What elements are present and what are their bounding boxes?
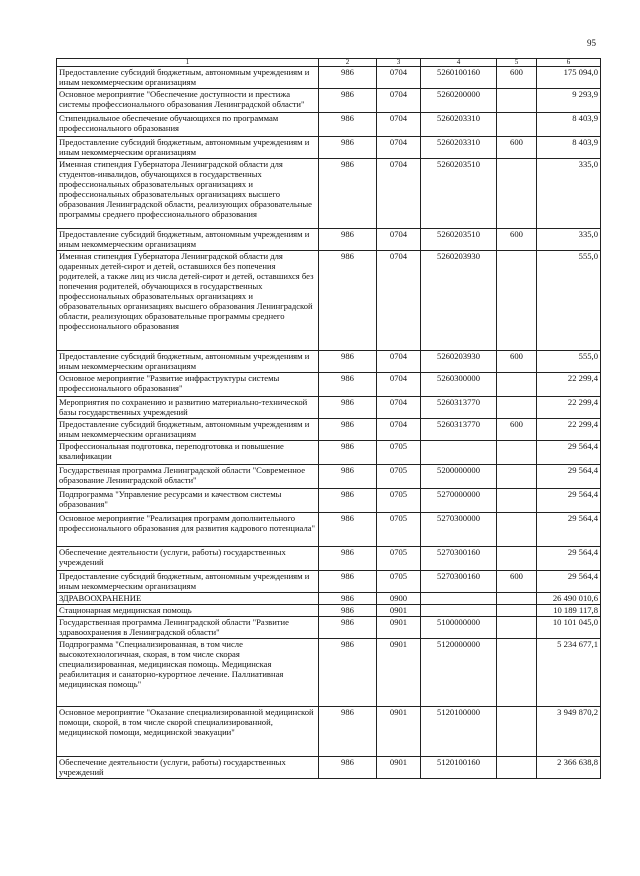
table-row — [57, 137, 601, 159]
row-section-cell: 0705 — [377, 571, 421, 593]
row-target-article-cell: 5270300160 — [421, 547, 497, 571]
row-section-cell: 0704 — [377, 351, 421, 373]
row-amount-cell: 22 299,4 — [537, 373, 601, 397]
row-target-article-cell: 5270300000 — [421, 513, 497, 547]
row-grbs-cell: 986 — [319, 113, 377, 137]
row-section-cell: 0704 — [377, 397, 421, 419]
row-section-cell: 0704 — [377, 89, 421, 113]
row-name-cell: Мероприятия по сохранению и развитию материально-технической базы государственных учреждений — [57, 397, 319, 419]
row-target-article-cell — [421, 441, 497, 465]
row-section-cell: 0901 — [377, 757, 421, 779]
row-section-cell: 0704 — [377, 419, 421, 441]
row-grbs-cell: 986 — [319, 617, 377, 639]
row-section-cell: 0901 — [377, 707, 421, 757]
row-amount-cell: 29 564,4 — [537, 547, 601, 571]
row-target-article-cell: 5100000000 — [421, 617, 497, 639]
table-row — [57, 593, 601, 605]
row-grbs-cell: 986 — [319, 397, 377, 419]
row-section-cell: 0705 — [377, 513, 421, 547]
table-row — [57, 639, 601, 707]
column-header: 1 — [57, 59, 319, 67]
table-header-row — [57, 59, 601, 67]
row-grbs-cell: 986 — [319, 159, 377, 229]
table-row — [57, 441, 601, 465]
row-expense-type-cell — [497, 465, 537, 489]
row-target-article-cell: 5260313770 — [421, 397, 497, 419]
row-target-article-cell: 5120100000 — [421, 707, 497, 757]
row-name-cell: Предоставление субсидий бюджетным, автономным учреждениям и иным некоммерческим организациям — [57, 419, 319, 441]
row-section-cell: 0704 — [377, 229, 421, 251]
row-name-cell: Основное мероприятие "Обеспечение доступности и престижа системы профессионального образования Ленинградской области" — [57, 89, 319, 113]
table-row — [57, 159, 601, 229]
page-number: 95 — [587, 38, 596, 48]
row-expense-type-cell: 600 — [497, 571, 537, 593]
row-name-cell: Предоставление субсидий бюджетным, автономным учреждениям и иным некоммерческим организациям — [57, 571, 319, 593]
column-header: 5 — [497, 59, 537, 67]
row-amount-cell: 555,0 — [537, 251, 601, 351]
row-name-cell: Основное мероприятие "Реализация программ дополнительного профессионального образования для развития кадрового потенциала" — [57, 513, 319, 547]
row-grbs-cell: 986 — [319, 373, 377, 397]
row-expense-type-cell: 600 — [497, 137, 537, 159]
row-expense-type-cell — [497, 159, 537, 229]
row-section-cell: 0705 — [377, 441, 421, 465]
row-grbs-cell: 986 — [319, 571, 377, 593]
row-grbs-cell: 986 — [319, 707, 377, 757]
row-section-cell: 0704 — [377, 251, 421, 351]
row-name-cell: ЗДРАВООХРАНЕНИЕ — [57, 593, 319, 605]
table-row — [57, 605, 601, 617]
row-expense-type-cell — [497, 113, 537, 137]
row-grbs-cell: 986 — [319, 229, 377, 251]
table-row — [57, 513, 601, 547]
row-amount-cell: 8 403,9 — [537, 137, 601, 159]
row-target-article-cell: 5260300000 — [421, 373, 497, 397]
row-target-article-cell: 5270000000 — [421, 489, 497, 513]
row-target-article-cell — [421, 593, 497, 605]
row-amount-cell: 29 564,4 — [537, 513, 601, 547]
table-row — [57, 465, 601, 489]
row-target-article-cell: 5120000000 — [421, 639, 497, 707]
row-expense-type-cell — [497, 547, 537, 571]
row-section-cell: 0705 — [377, 489, 421, 513]
table-row — [57, 397, 601, 419]
column-header: 3 — [377, 59, 421, 67]
row-section-cell: 0901 — [377, 617, 421, 639]
table-row — [57, 251, 601, 351]
row-expense-type-cell: 600 — [497, 351, 537, 373]
row-name-cell: Стационарная медицинская помощь — [57, 605, 319, 617]
row-name-cell: Профессиональная подготовка, переподготовка и повышение квалификации — [57, 441, 319, 465]
row-amount-cell: 175 094,0 — [537, 67, 601, 89]
row-grbs-cell: 986 — [319, 547, 377, 571]
row-grbs-cell: 986 — [319, 137, 377, 159]
row-amount-cell: 26 490 010,6 — [537, 593, 601, 605]
row-expense-type-cell — [497, 513, 537, 547]
row-grbs-cell: 986 — [319, 419, 377, 441]
row-grbs-cell: 986 — [319, 513, 377, 547]
table-row — [57, 571, 601, 593]
row-section-cell: 0901 — [377, 605, 421, 617]
row-target-article-cell: 5260203930 — [421, 351, 497, 373]
row-target-article-cell: 5260200000 — [421, 89, 497, 113]
row-section-cell: 0704 — [377, 67, 421, 89]
row-amount-cell: 335,0 — [537, 159, 601, 229]
row-target-article-cell: 5260313770 — [421, 419, 497, 441]
row-name-cell: Предоставление субсидий бюджетным, автономным учреждениям и иным некоммерческим организациям — [57, 351, 319, 373]
row-name-cell: Обеспечение деятельности (услуги, работы) государственных учреждений — [57, 547, 319, 571]
row-target-article-cell: 5270300160 — [421, 571, 497, 593]
row-expense-type-cell: 600 — [497, 67, 537, 89]
row-expense-type-cell — [497, 441, 537, 465]
row-section-cell: 0901 — [377, 639, 421, 707]
row-name-cell: Государственная программа Ленинградской области "Развитие здравоохранения в Ленинградской области" — [57, 617, 319, 639]
row-name-cell: Именная стипендия Губернатора Ленинградской области для студентов-инвалидов, обучающихся в государственных профессиональных образовательных организациях и профессиональных образовательных организациях высшего образования Ленинградской области, реализующих образовательные программы среднего профессионального образования — [57, 159, 319, 229]
row-amount-cell: 3 949 870,2 — [537, 707, 601, 757]
row-expense-type-cell — [497, 639, 537, 707]
row-target-article-cell: 5260203510 — [421, 229, 497, 251]
row-expense-type-cell — [497, 605, 537, 617]
row-amount-cell: 10 101 045,0 — [537, 617, 601, 639]
row-name-cell: Подпрограмма "Управление ресурсами и качеством системы образования" — [57, 489, 319, 513]
row-grbs-cell: 986 — [319, 89, 377, 113]
row-target-article-cell: 5260203310 — [421, 113, 497, 137]
row-grbs-cell: 986 — [319, 465, 377, 489]
row-name-cell: Государственная программа Ленинградской области "Современное образование Ленинградской области" — [57, 465, 319, 489]
column-header: 6 — [537, 59, 601, 67]
row-expense-type-cell — [497, 593, 537, 605]
row-target-article-cell: 5260203930 — [421, 251, 497, 351]
row-section-cell: 0705 — [377, 547, 421, 571]
row-target-article-cell: 5260203510 — [421, 159, 497, 229]
table-row — [57, 89, 601, 113]
row-target-article-cell: 5200000000 — [421, 465, 497, 489]
table-row — [57, 67, 601, 89]
table-row — [57, 351, 601, 373]
row-name-cell: Предоставление субсидий бюджетным, автономным учреждениям и иным некоммерческим организациям — [57, 229, 319, 251]
row-expense-type-cell — [497, 489, 537, 513]
row-name-cell: Основное мероприятие "Развитие инфраструктуры системы профессионального образования" — [57, 373, 319, 397]
row-amount-cell: 335,0 — [537, 229, 601, 251]
row-grbs-cell: 986 — [319, 757, 377, 779]
row-section-cell: 0900 — [377, 593, 421, 605]
row-grbs-cell: 986 — [319, 605, 377, 617]
table-row — [57, 489, 601, 513]
row-amount-cell: 5 234 677,1 — [537, 639, 601, 707]
row-name-cell: Стипендиальное обеспечение обучающихся по программам профессионального образования — [57, 113, 319, 137]
row-amount-cell: 2 366 638,8 — [537, 757, 601, 779]
row-expense-type-cell — [497, 251, 537, 351]
budget-table — [56, 58, 601, 779]
table-row — [57, 617, 601, 639]
row-expense-type-cell — [497, 89, 537, 113]
table-row — [57, 547, 601, 571]
row-grbs-cell: 986 — [319, 489, 377, 513]
row-amount-cell: 29 564,4 — [537, 489, 601, 513]
table-row — [57, 113, 601, 137]
row-name-cell: Предоставление субсидий бюджетным, автономным учреждениям и иным некоммерческим организациям — [57, 137, 319, 159]
row-name-cell: Предоставление субсидий бюджетным, автономным учреждениям и иным некоммерческим организациям — [57, 67, 319, 89]
table-row — [57, 229, 601, 251]
row-amount-cell: 8 403,9 — [537, 113, 601, 137]
row-name-cell: Обеспечение деятельности (услуги, работы) государственных учреждений — [57, 757, 319, 779]
row-name-cell: Основное мероприятие "Оказание специализированной медицинской помощи, скорой, в том числе скорой специализированной, медицинской помощи, медицинской эвакуации" — [57, 707, 319, 757]
row-section-cell: 0704 — [377, 137, 421, 159]
row-expense-type-cell — [497, 397, 537, 419]
table-row — [57, 373, 601, 397]
table-row — [57, 419, 601, 441]
row-amount-cell: 29 564,4 — [537, 571, 601, 593]
row-amount-cell: 22 299,4 — [537, 419, 601, 441]
row-name-cell: Именная стипендия Губернатора Ленинградской области для одаренных детей-сирот и детей, оставшихся без попечения родителей, а также лиц из числа детей-сирот и детей, оставшихся без попечения родителей, обучающихся в государственных профессиональных образовательных организациях и образовательных организациях высшего образования Ленинградской области, реализующих образовательные программы среднего профессионального образования — [57, 251, 319, 351]
row-target-article-cell: 5260100160 — [421, 67, 497, 89]
row-section-cell: 0704 — [377, 159, 421, 229]
row-target-article-cell: 5120100160 — [421, 757, 497, 779]
row-target-article-cell: 5260203310 — [421, 137, 497, 159]
row-grbs-cell: 986 — [319, 593, 377, 605]
row-grbs-cell: 986 — [319, 251, 377, 351]
row-amount-cell: 29 564,4 — [537, 465, 601, 489]
row-name-cell: Подпрограмма "Специализированная, в том числе высокотехнологичная, скорая, в том числе скорая специализированная, медицинская помощь. Медицинская реабилитация и санаторно-курортное лечение. Паллиативная медицинская помощь" — [57, 639, 319, 707]
row-expense-type-cell: 600 — [497, 229, 537, 251]
row-section-cell: 0704 — [377, 113, 421, 137]
row-target-article-cell — [421, 605, 497, 617]
row-expense-type-cell — [497, 617, 537, 639]
column-header: 2 — [319, 59, 377, 67]
row-section-cell: 0705 — [377, 465, 421, 489]
column-header: 4 — [421, 59, 497, 67]
row-grbs-cell: 986 — [319, 441, 377, 465]
row-expense-type-cell — [497, 373, 537, 397]
table-row — [57, 707, 601, 757]
table-row — [57, 757, 601, 779]
row-grbs-cell: 986 — [319, 351, 377, 373]
row-expense-type-cell — [497, 757, 537, 779]
row-grbs-cell: 986 — [319, 639, 377, 707]
row-amount-cell: 10 189 117,8 — [537, 605, 601, 617]
row-amount-cell: 555,0 — [537, 351, 601, 373]
row-section-cell: 0704 — [377, 373, 421, 397]
row-grbs-cell: 986 — [319, 67, 377, 89]
row-amount-cell: 9 293,9 — [537, 89, 601, 113]
row-expense-type-cell — [497, 707, 537, 757]
row-amount-cell: 29 564,4 — [537, 441, 601, 465]
row-expense-type-cell: 600 — [497, 419, 537, 441]
row-amount-cell: 22 299,4 — [537, 397, 601, 419]
